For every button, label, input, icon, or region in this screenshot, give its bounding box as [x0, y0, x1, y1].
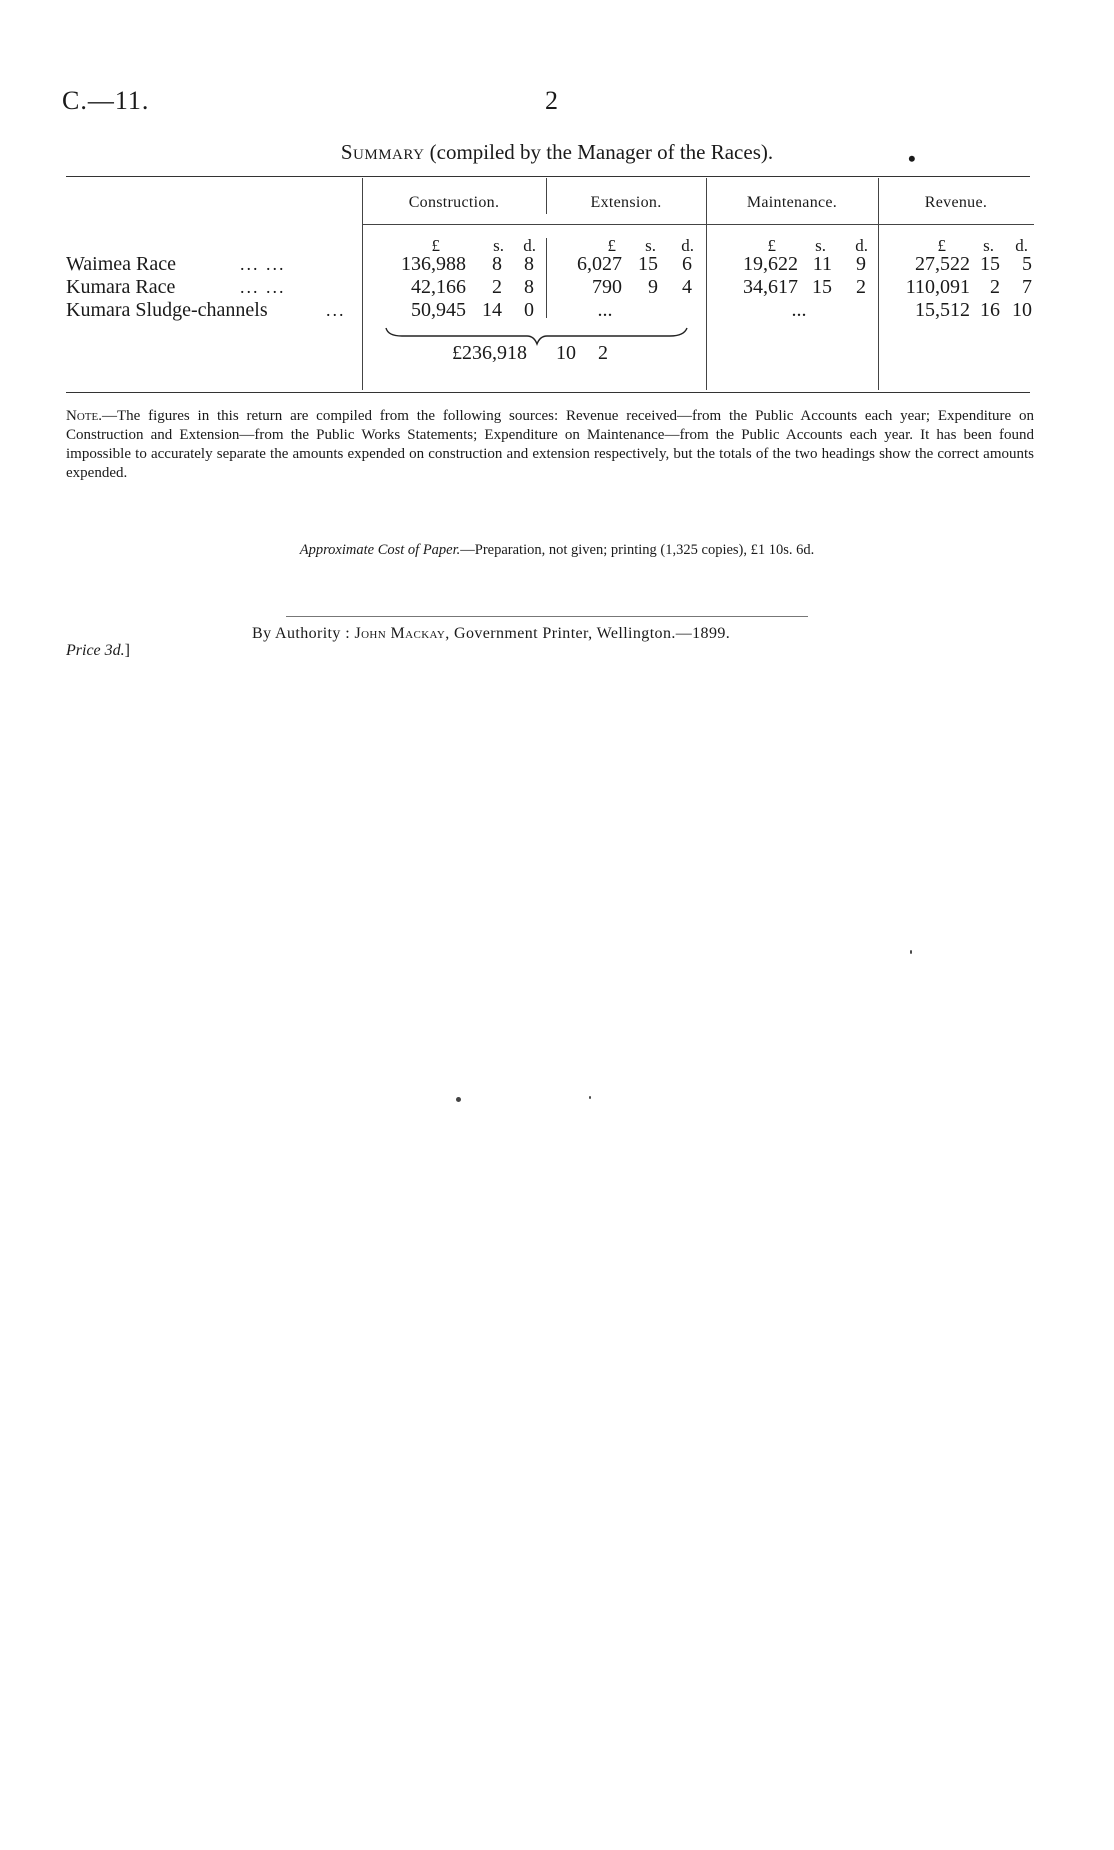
cost-label: Approximate Cost of Paper.: [299, 542, 461, 558]
unit-pound-construction: £: [431, 236, 440, 255]
cell-waimea-maintenance-shillings: 11: [812, 253, 832, 275]
cell-waimea-revenue-pence: 5: [1022, 253, 1032, 275]
row-leader-waimea-race: ... ...: [240, 254, 286, 274]
cell-kumara-extension-pounds: 790: [592, 276, 622, 298]
note-prefix: Note.: [66, 408, 102, 424]
cost-text: —Preparation, not given; printing (1,325 copies), £1 10s. 6d.: [460, 542, 815, 558]
cell-sludge-maintenance-pounds: ...: [791, 299, 807, 321]
cell-waimea-extension-pounds: 6,027: [577, 253, 622, 275]
cell-kumara-extension-pence: 4: [682, 276, 692, 298]
cell-waimea-revenue-shillings: 15: [980, 253, 1000, 275]
cell-waimea-maintenance-pounds: 19,622: [743, 253, 798, 275]
cell-kumara-construction-shillings: 2: [492, 276, 502, 298]
document-reference: C.—11.: [62, 86, 150, 115]
authority-suffix: , Government Printer, Wellington.—1899.: [445, 625, 731, 642]
note-paragraph: [66, 407, 1034, 483]
cell-waimea-extension-shillings: 15: [638, 253, 658, 275]
cell-kumara-revenue-shillings: 2: [990, 276, 1000, 298]
extension-header-rule: [546, 224, 706, 225]
row-label-kumara-race: Kumara Race: [66, 276, 176, 298]
cell-kumara-maintenance-pence: 2: [856, 276, 866, 298]
cell-sludge-construction-shillings: 14: [482, 299, 502, 321]
price-bracket: ]: [124, 642, 130, 659]
cell-sludge-revenue-shillings: 16: [980, 299, 1000, 321]
cell-kumara-construction-pounds: 42,166: [411, 276, 466, 298]
cell-sludge-construction-pence: 0: [524, 299, 534, 321]
unit-pound-maintenance: £: [767, 236, 776, 255]
cost-line: [0, 542, 1114, 559]
construction-header-rule: [362, 224, 546, 225]
cell-sludge-revenue-pence: 10: [1012, 299, 1032, 321]
unit-pence-revenue: d.: [1015, 236, 1028, 255]
unit-pound-revenue: £: [937, 236, 946, 255]
scan-speck: [589, 1096, 591, 1099]
scan-speck: [456, 1097, 461, 1102]
combined-total-pence: 2: [598, 342, 608, 364]
footer-rule: [286, 616, 808, 617]
page-number: 2: [545, 86, 558, 115]
cell-waimea-revenue-pounds: 27,522: [915, 253, 970, 275]
combined-total-pounds: £236,918: [452, 342, 527, 364]
column-header-extension: Extension.: [590, 194, 662, 211]
unit-pence-maintenance: d.: [855, 236, 868, 255]
price-line: [66, 642, 130, 660]
combined-total-brace: [384, 326, 690, 350]
cell-sludge-extension-pounds: ...: [597, 299, 613, 321]
authority-line: [252, 625, 730, 643]
column-header-maintenance: Maintenance.: [746, 194, 838, 211]
row-label-kumara-sludge-channels: Kumara Sludge-channels: [66, 299, 268, 321]
cell-kumara-revenue-pounds: 110,091: [905, 276, 970, 298]
summary-title: [0, 140, 1114, 165]
row-leader-kumara-race: ... ...: [240, 277, 286, 297]
table-bottom-rule: [66, 392, 1030, 393]
row-leader-kumara-sludge-channels: ...: [326, 300, 346, 320]
cell-kumara-maintenance-pounds: 34,617: [743, 276, 798, 298]
cell-waimea-construction-pounds: 136,988: [401, 253, 466, 275]
column-header-revenue: Revenue.: [924, 194, 988, 211]
cell-waimea-construction-shillings: 8: [492, 253, 502, 275]
cell-kumara-construction-pence: 8: [524, 276, 534, 298]
column-header-construction: Construction.: [408, 194, 500, 211]
unit-shilling-extension: s.: [645, 236, 656, 255]
note-text: —The figures in this return are compiled from the following sources: Revenue received—from the Public Accounts each year; Expenditure on Construction and Extension—from the Public Works Statements; Expenditure on Maintenance—from the Public Accounts each year. It has been found impossible to accurately separate the amounts expended on construction and extension respectively, but the totals of the two headings show the correct amounts expended.: [66, 408, 1034, 481]
maintenance-header-rule: [706, 224, 878, 225]
cell-kumara-maintenance-shillings: 15: [812, 276, 832, 298]
table-top-rule: [66, 176, 1030, 177]
cell-kumara-revenue-pence: 7: [1022, 276, 1032, 298]
scan-speck: [910, 950, 912, 954]
cell-waimea-extension-pence: 6: [682, 253, 692, 275]
unit-shilling-maintenance: s.: [815, 236, 826, 255]
summary-title-smallcaps: Summary: [340, 140, 425, 164]
unit-pence-extension: d.: [681, 236, 694, 255]
cell-kumara-extension-shillings: 9: [648, 276, 658, 298]
divider-construction-extension-body: [546, 238, 547, 318]
price-text: Price 3d.: [66, 642, 125, 659]
row-label-waimea-race: Waimea Race: [66, 253, 176, 275]
cell-waimea-construction-pence: 8: [524, 253, 534, 275]
unit-shilling-construction: s.: [493, 236, 504, 255]
combined-total-shillings: 10: [556, 342, 576, 364]
printer-name: John Mackay: [354, 625, 446, 642]
revenue-header-rule: [878, 224, 1034, 225]
unit-pence-construction: d.: [523, 236, 536, 255]
unit-pound-extension: £: [607, 236, 616, 255]
summary-title-rest: (compiled by the Manager of the Races).: [424, 140, 774, 164]
summary-mark: •: [908, 146, 916, 171]
cell-sludge-construction-pounds: 50,945: [411, 299, 466, 321]
cell-waimea-maintenance-pence: 9: [856, 253, 866, 275]
cell-sludge-revenue-pounds: 15,512: [915, 299, 970, 321]
authority-prefix: By Authority :: [252, 625, 355, 642]
unit-shilling-revenue: s.: [983, 236, 994, 255]
